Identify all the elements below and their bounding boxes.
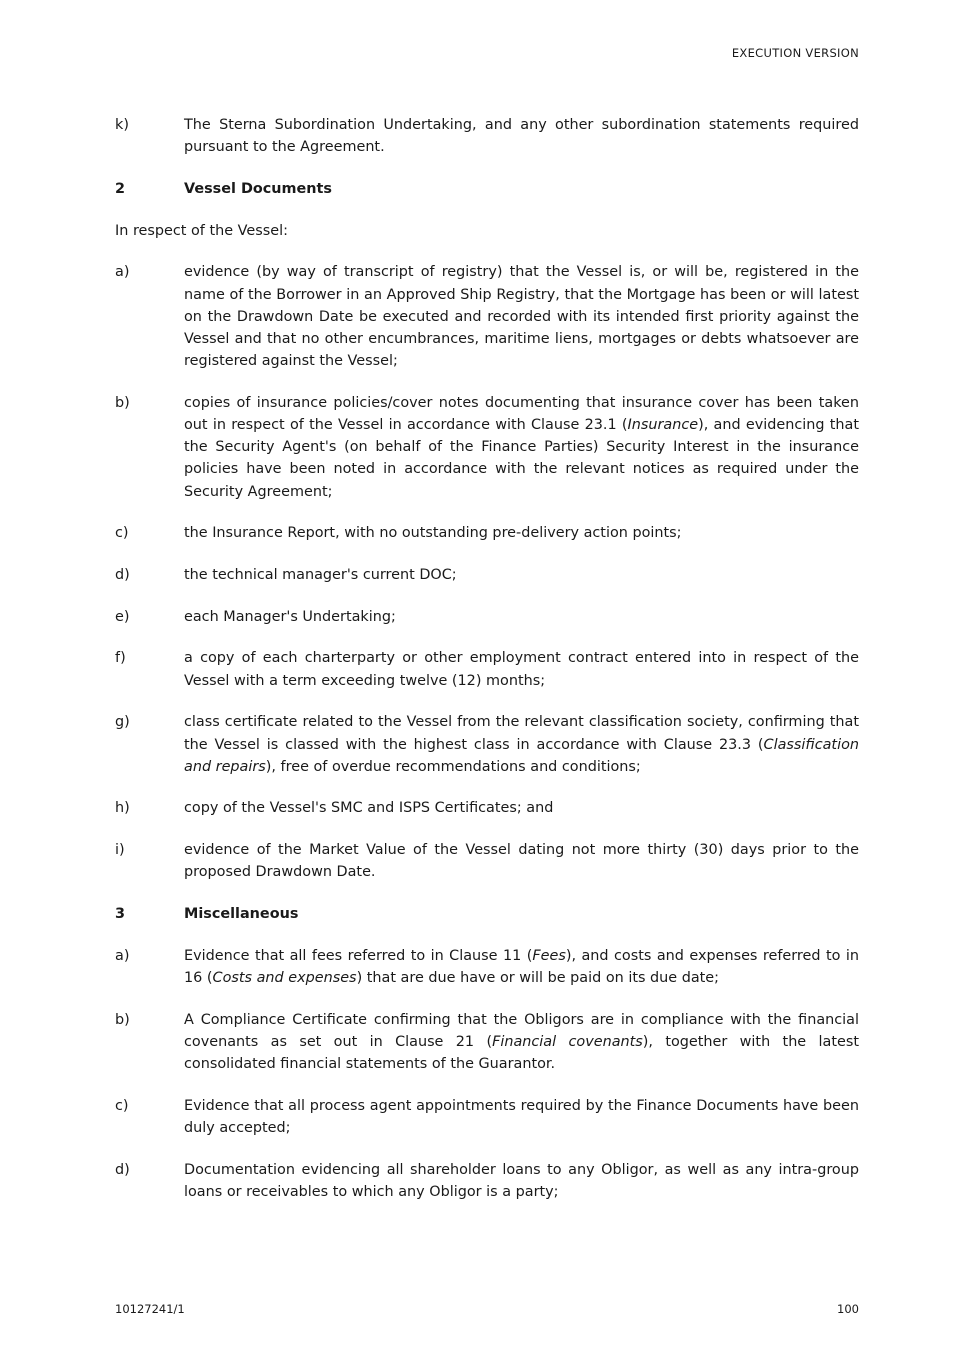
item-label: b) [115, 394, 130, 411]
page-number: 100 [837, 1302, 859, 1316]
section-title: Miscellaneous [184, 906, 299, 923]
item-text: Evidence that all fees referred to in Clause 11 (Fees), and costs and expenses referred to in 16 (Costs and expenses) that are due have or will be paid on its due date; [184, 947, 859, 986]
document-version-header: EXECUTION VERSION [731, 46, 859, 60]
list-item [115, 1159, 859, 1203]
section-number: 3 [115, 906, 126, 923]
list-item [115, 606, 859, 628]
item-text: the technical manager's current DOC; [184, 567, 457, 584]
list-item [115, 564, 859, 586]
item-text: a copy of each charterparty or other employment contract entered into in respect of the Vessel with a term exceeding twelve (12) months; [184, 650, 859, 689]
list-item [115, 392, 859, 503]
item-text: Documentation evidencing all shareholder loans to any Obligor, as well as any intra-group loans or receivables to which any Obligor is a party; [184, 1161, 859, 1200]
item-text: A Compliance Certificate confirming that the Obligors are in compliance with the financial covenants as set out in Clause 21 (Financial covenants), together with the latest consolidated financial statements of the Guarantor. [184, 1011, 859, 1073]
item-text: class certificate related to the Vessel from the relevant classification society, confirming that the Vessel is classed with the highest class in accordance with Clause 23.3 (Classification and repairs), free of overdue recommendations and conditions; [184, 714, 859, 775]
section-heading [115, 178, 859, 200]
list-item [115, 522, 859, 544]
item-label: i) [115, 842, 125, 859]
item-text: copies of insurance policies/cover notes documenting that insurance cover has been taken out in respect of the Vessel in accordance with Clause 23.1 (Insurance), and evidencing that the Security Agent's (on behalf of the Finance Parties) Security Interest in the insurance policies have been noted in accordance with the relevant notices as required under the Security Agreement; [184, 394, 859, 500]
list-item [115, 711, 859, 778]
item-label: h) [115, 800, 130, 817]
item-label: c) [115, 525, 129, 542]
item-label: e) [115, 608, 130, 625]
section-title: Vessel Documents [184, 180, 332, 197]
list-item [115, 647, 859, 691]
item-text: copy of the Vessel's SMC and ISPS Certificates; and [184, 800, 554, 817]
section-intro: In respect of the Vessel: [115, 222, 288, 239]
item-label: g) [115, 714, 130, 731]
list-item [115, 1009, 859, 1076]
section-number: 2 [115, 180, 126, 197]
section-heading [115, 903, 859, 925]
list-item [115, 114, 859, 158]
document-id: 10127241/1 [115, 1302, 185, 1316]
item-text: The Sterna Subordination Undertaking, and any other subordination statements required pursuant to the Agreement. [184, 117, 859, 156]
list-item [115, 261, 859, 372]
item-label: a) [115, 264, 130, 281]
item-text: Evidence that all process agent appointments required by the Finance Documents have been duly accepted; [184, 1097, 859, 1136]
list-item [115, 945, 859, 989]
list-item [115, 1095, 859, 1139]
item-text: evidence (by way of transcript of registry) that the Vessel is, or will be, registered in the name of the Borrower in an Approved Ship Registry, that the Mortgage has been or will latest on the Drawdown Date be executed and recorded with its intended first priority against the Vessel and that no other encumbrances, maritime liens, mortgages or debts whatsoever are registered against the Vessel; [184, 264, 859, 370]
item-text: the Insurance Report, with no outstanding pre-delivery action points; [184, 525, 682, 542]
item-label: d) [115, 1161, 130, 1178]
item-label: a) [115, 947, 130, 964]
item-label: f) [115, 650, 126, 667]
item-label: d) [115, 567, 130, 584]
list-item [115, 839, 859, 883]
document-body [115, 114, 859, 1223]
item-label: c) [115, 1097, 129, 1114]
item-label: b) [115, 1011, 130, 1028]
item-label: k) [115, 117, 129, 133]
item-text: evidence of the Market Value of the Vessel dating not more thirty (30) days prior to the proposed Drawdown Date. [184, 842, 859, 881]
item-text: each Manager's Undertaking; [184, 608, 396, 625]
list-item [115, 797, 859, 819]
